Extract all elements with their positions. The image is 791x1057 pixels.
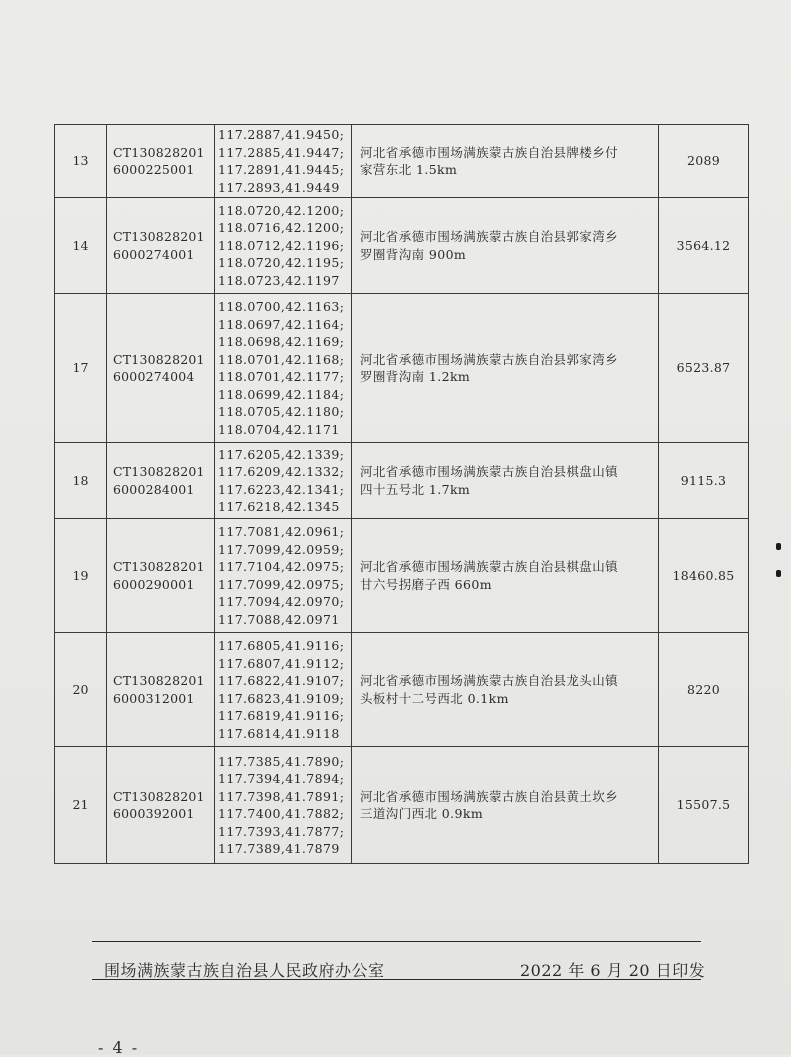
row-number: 18 [55, 443, 107, 519]
table-row [55, 125, 749, 198]
parcel-code-line: 6000274001 [113, 246, 195, 262]
coordinate-pair: 117.7393,41.7877; [218, 823, 345, 839]
address-line: 河北省承德市围场满族蒙古族自治县郭家湾乡 [360, 351, 619, 367]
parcel-code [107, 125, 215, 198]
parcel-table [54, 124, 749, 864]
area-value: 2089 [659, 125, 749, 198]
parcel-code-line: CT130828201 [113, 464, 205, 479]
coordinate-pair: 117.7398,41.7891; [218, 788, 345, 804]
coordinate-pair: 117.6807,41.9112; [218, 655, 345, 671]
coordinate-pair: 117.7099,42.0959; [218, 541, 345, 557]
coordinate-pair: 117.7099,42.0975; [218, 576, 345, 592]
coordinates [215, 294, 352, 443]
coordinates [215, 125, 352, 198]
coordinates [215, 443, 352, 519]
address-line: 河北省承德市围场满族蒙古族自治县龙头山镇 [360, 673, 619, 688]
coordinate-pair: 117.6823,41.9109; [218, 690, 345, 706]
coordinate-pair: 117.2887,41.9450; [218, 127, 345, 142]
table-row [55, 443, 749, 519]
coordinates [215, 633, 352, 747]
parcel-code-line: 6000274004 [113, 369, 195, 384]
coordinate-pair: 117.2893,41.9449 [218, 179, 340, 195]
table-row [55, 633, 749, 747]
coordinate-pair: 117.6209,42.1332; [218, 464, 345, 479]
location-address [352, 519, 659, 633]
page-number: - 4 - [98, 1038, 140, 1057]
row-number: 21 [55, 747, 107, 864]
area-value: 9115.3 [659, 443, 749, 519]
coordinate-pair: 117.7081,42.0961; [218, 524, 345, 539]
parcel-code [107, 633, 215, 747]
parcel-code [107, 747, 215, 864]
coordinate-pair: 117.7088,42.0971 [218, 611, 340, 627]
parcel-code-line: CT130828201 [113, 229, 205, 244]
area-value: 3564.12 [659, 198, 749, 294]
issuing-office: 围场满族蒙古族自治县人民政府办公室 [104, 961, 385, 980]
parcel-code-line: 6000312001 [113, 690, 195, 706]
coordinate-pair: 118.0712,42.1196; [218, 237, 345, 253]
coordinate-pair: 118.0723,42.1197 [218, 272, 340, 288]
parcel-code-line: 6000290001 [113, 576, 195, 592]
punch-hole [776, 543, 781, 550]
address-line: 罗圈背沟南 1.2km [360, 369, 471, 384]
coordinate-pair: 118.0705,42.1180; [218, 404, 345, 419]
location-address [352, 633, 659, 747]
parcel-code-line: CT130828201 [113, 351, 205, 367]
issue-date: 2022 年 6 月 20 日印发 [520, 961, 706, 980]
table-row [55, 294, 749, 443]
address-line: 河北省承德市围场满族蒙古族自治县郭家湾乡 [360, 229, 619, 244]
coordinate-pair: 118.0701,42.1168; [218, 351, 345, 367]
footer-rule-bottom [92, 979, 701, 980]
parcel-code [107, 294, 215, 443]
coordinate-pair: 117.7385,41.7890; [218, 753, 345, 769]
coordinate-pair: 118.0698,42.1169; [218, 334, 345, 349]
coordinates [215, 198, 352, 294]
coordinate-pair: 117.2885,41.9447; [218, 144, 345, 160]
address-line: 河北省承德市围场满族蒙古族自治县棋盘山镇 [360, 464, 619, 479]
address-line: 三道沟门西北 0.9km [360, 806, 484, 821]
location-address [352, 125, 659, 198]
address-line: 家营东北 1.5km [360, 162, 458, 177]
punch-hole [776, 570, 781, 577]
coordinate-pair: 118.0704,42.1171 [218, 421, 340, 437]
parcel-code-line: CT130828201 [113, 673, 205, 688]
table-row [55, 519, 749, 633]
coordinate-pair: 117.6223,42.1341; [218, 481, 345, 497]
coordinate-pair: 117.7394,41.7894; [218, 771, 345, 786]
parcel-code-line: 6000225001 [113, 162, 195, 177]
row-number: 13 [55, 125, 107, 198]
row-number: 20 [55, 633, 107, 747]
coordinate-pair: 117.6205,42.1339; [218, 446, 345, 462]
address-line: 罗圈背沟南 900m [360, 246, 467, 262]
parcel-code-line: CT130828201 [113, 559, 205, 574]
parcel-code-line: 6000392001 [113, 806, 195, 821]
location-address [352, 747, 659, 864]
parcel-code-line: CT130828201 [113, 144, 205, 160]
coordinate-pair: 117.7104,42.0975; [218, 559, 345, 574]
coordinate-pair: 118.0720,42.1195; [218, 255, 345, 271]
area-value: 6523.87 [659, 294, 749, 443]
coordinate-pair: 117.6805,41.9116; [218, 638, 345, 653]
coordinate-pair: 117.2891,41.9445; [218, 162, 345, 177]
address-line: 河北省承德市围场满族蒙古族自治县棋盘山镇 [360, 559, 619, 574]
area-value: 18460.85 [659, 519, 749, 633]
coordinate-pair: 118.0699,42.1184; [218, 386, 345, 402]
parcel-code [107, 519, 215, 633]
address-line: 河北省承德市围场满族蒙古族自治县黄土坎乡 [360, 788, 619, 804]
coordinates [215, 747, 352, 864]
address-line: 头板村十二号西北 0.1km [360, 690, 509, 706]
row-number: 14 [55, 198, 107, 294]
coordinate-pair: 117.6218,42.1345 [218, 499, 340, 514]
parcel-code-line: CT130828201 [113, 788, 205, 804]
coordinate-pair: 118.0701,42.1177; [218, 369, 345, 384]
parcel-code-line: 6000284001 [113, 481, 195, 497]
row-number: 17 [55, 294, 107, 443]
location-address [352, 198, 659, 294]
footer-rule-top [92, 941, 701, 942]
address-line: 四十五号北 1.7km [360, 481, 471, 497]
address-line: 河北省承德市围场满族蒙古族自治县牌楼乡付 [360, 144, 619, 160]
coordinate-pair: 117.6822,41.9107; [218, 673, 345, 688]
parcel-code [107, 443, 215, 519]
coordinate-pair: 118.0700,42.1163; [218, 299, 345, 314]
table-row [55, 198, 749, 294]
coordinate-pair: 118.0697,42.1164; [218, 316, 345, 332]
area-value: 8220 [659, 633, 749, 747]
area-value: 15507.5 [659, 747, 749, 864]
location-address [352, 294, 659, 443]
coordinates [215, 519, 352, 633]
coordinate-pair: 117.7094,42.0970; [218, 594, 345, 609]
coordinate-pair: 118.0716,42.1200; [218, 220, 345, 236]
row-number: 19 [55, 519, 107, 633]
coordinate-pair: 117.7400,41.7882; [218, 806, 345, 821]
coordinate-pair: 118.0720,42.1200; [218, 202, 345, 218]
address-line: 甘六号拐磨子西 660m [360, 576, 492, 592]
coordinate-pair: 117.6814,41.9118 [218, 725, 340, 741]
table-row [55, 747, 749, 864]
coordinate-pair: 117.6819,41.9116; [218, 708, 345, 723]
coordinate-pair: 117.7389,41.7879 [218, 841, 340, 856]
parcel-code [107, 198, 215, 294]
location-address [352, 443, 659, 519]
